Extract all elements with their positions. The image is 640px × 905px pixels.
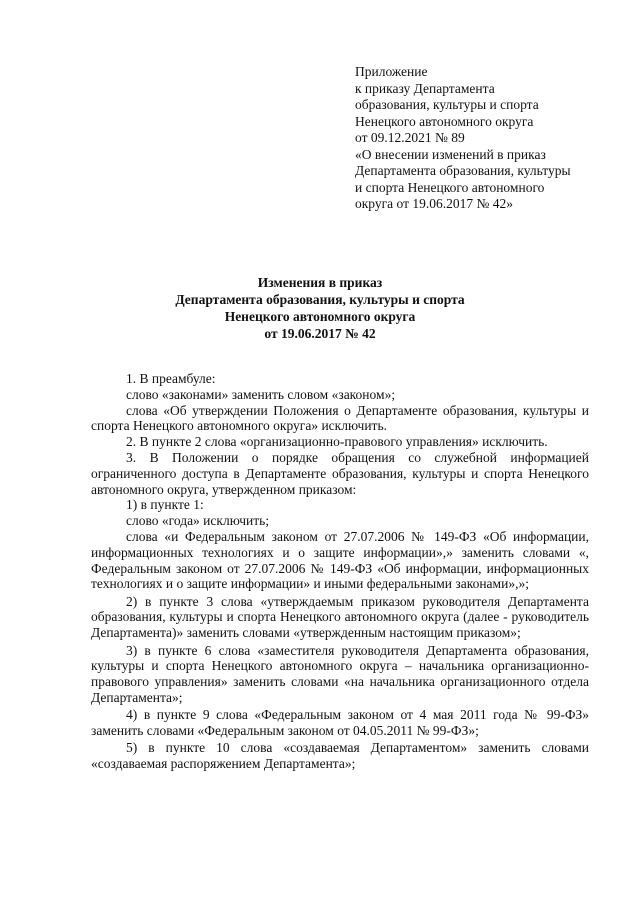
appendix-line: образования, культуры и спорта	[355, 97, 539, 112]
appendix-line: «О внесении изменений в приказ	[355, 146, 546, 162]
appendix-line: Департамента образования, культуры	[355, 163, 571, 178]
appendix-line: к приказу Департамента	[355, 80, 495, 96]
body-paragraph: слово «года» исключить;	[126, 513, 270, 529]
appendix-block	[355, 64, 625, 213]
title-line: от 19.06.2017 № 42	[264, 326, 376, 341]
document-body	[91, 371, 589, 772]
body-paragraph: слово «законами» заменить словом «законом»;	[126, 386, 396, 402]
body-paragraph: 3) в пункте 6 слова «заместителя руководителя Департамента образования, культуры и спорта Ненецкого автономного округа – начальника организационно-правового управления» заменить словами «на начальника организационного отдела Департамента»;	[91, 642, 589, 705]
body-paragraph: 5) в пункте 10 слова «создаваемая Департаментом» заменить словами «создаваемая распоряжением Департамента»;	[91, 740, 589, 772]
body-paragraph: слова «Об утверждении Положения о Департаменте образования, культуры и спорта Ненецкого автономного округа» исключить.	[91, 402, 589, 434]
document-title	[60, 274, 580, 342]
body-paragraph: 1) в пункте 1:	[126, 497, 204, 513]
body-paragraph: слова «и Федеральным законом от 27.07.2006 № 149-ФЗ «Об информации, информационных технологиях и о защите информации»,» заменить словами «, Федеральным законом от 27.07.2006 № 149-ФЗ «Об информации, информационных технологиях и о защите информации» и иными федеральными законами»,»;	[91, 528, 589, 592]
appendix-line: и спорта Ненецкого автономного	[355, 179, 545, 195]
body-paragraph: 1. В преамбуле:	[126, 371, 216, 386]
appendix-line: Ненецкого автономного округа	[355, 113, 534, 129]
body-paragraph: 3. В Положении о порядке обращения со служебной информацией ограниченного доступа в Департаменте образования, культуры и спорта Ненецкого автономного округа, утвержденном приказом:	[91, 449, 589, 497]
title-line: Ненецкого автономного округа	[224, 309, 416, 324]
appendix-line: от 09.12.2021 № 89	[355, 130, 465, 145]
body-paragraph: 2) в пункте 3 слова «утверждаемым приказом руководителя Департамента образования, культуры и спорта Ненецкого автономного округа (далее - руководитель Департамента)» заменить словами «утвержденным настоящим приказом»;	[91, 593, 589, 641]
title-line: Департамента образования, культуры и спорта	[175, 292, 465, 307]
appendix-line: Приложение	[355, 64, 428, 79]
appendix-line: округа от 19.06.2017 № 42»	[355, 196, 514, 211]
body-paragraph: 2. В пункте 2 слова «организационно-правового управления» исключить.	[126, 434, 548, 450]
title-line: Изменения в приказ	[257, 275, 383, 290]
body-paragraph: 4) в пункте 9 слова «Федеральным законом от 4 мая 2011 года № 99-ФЗ» заменить словами «Федеральным законом от 04.05.2011 № 99-ФЗ»;	[91, 707, 589, 739]
